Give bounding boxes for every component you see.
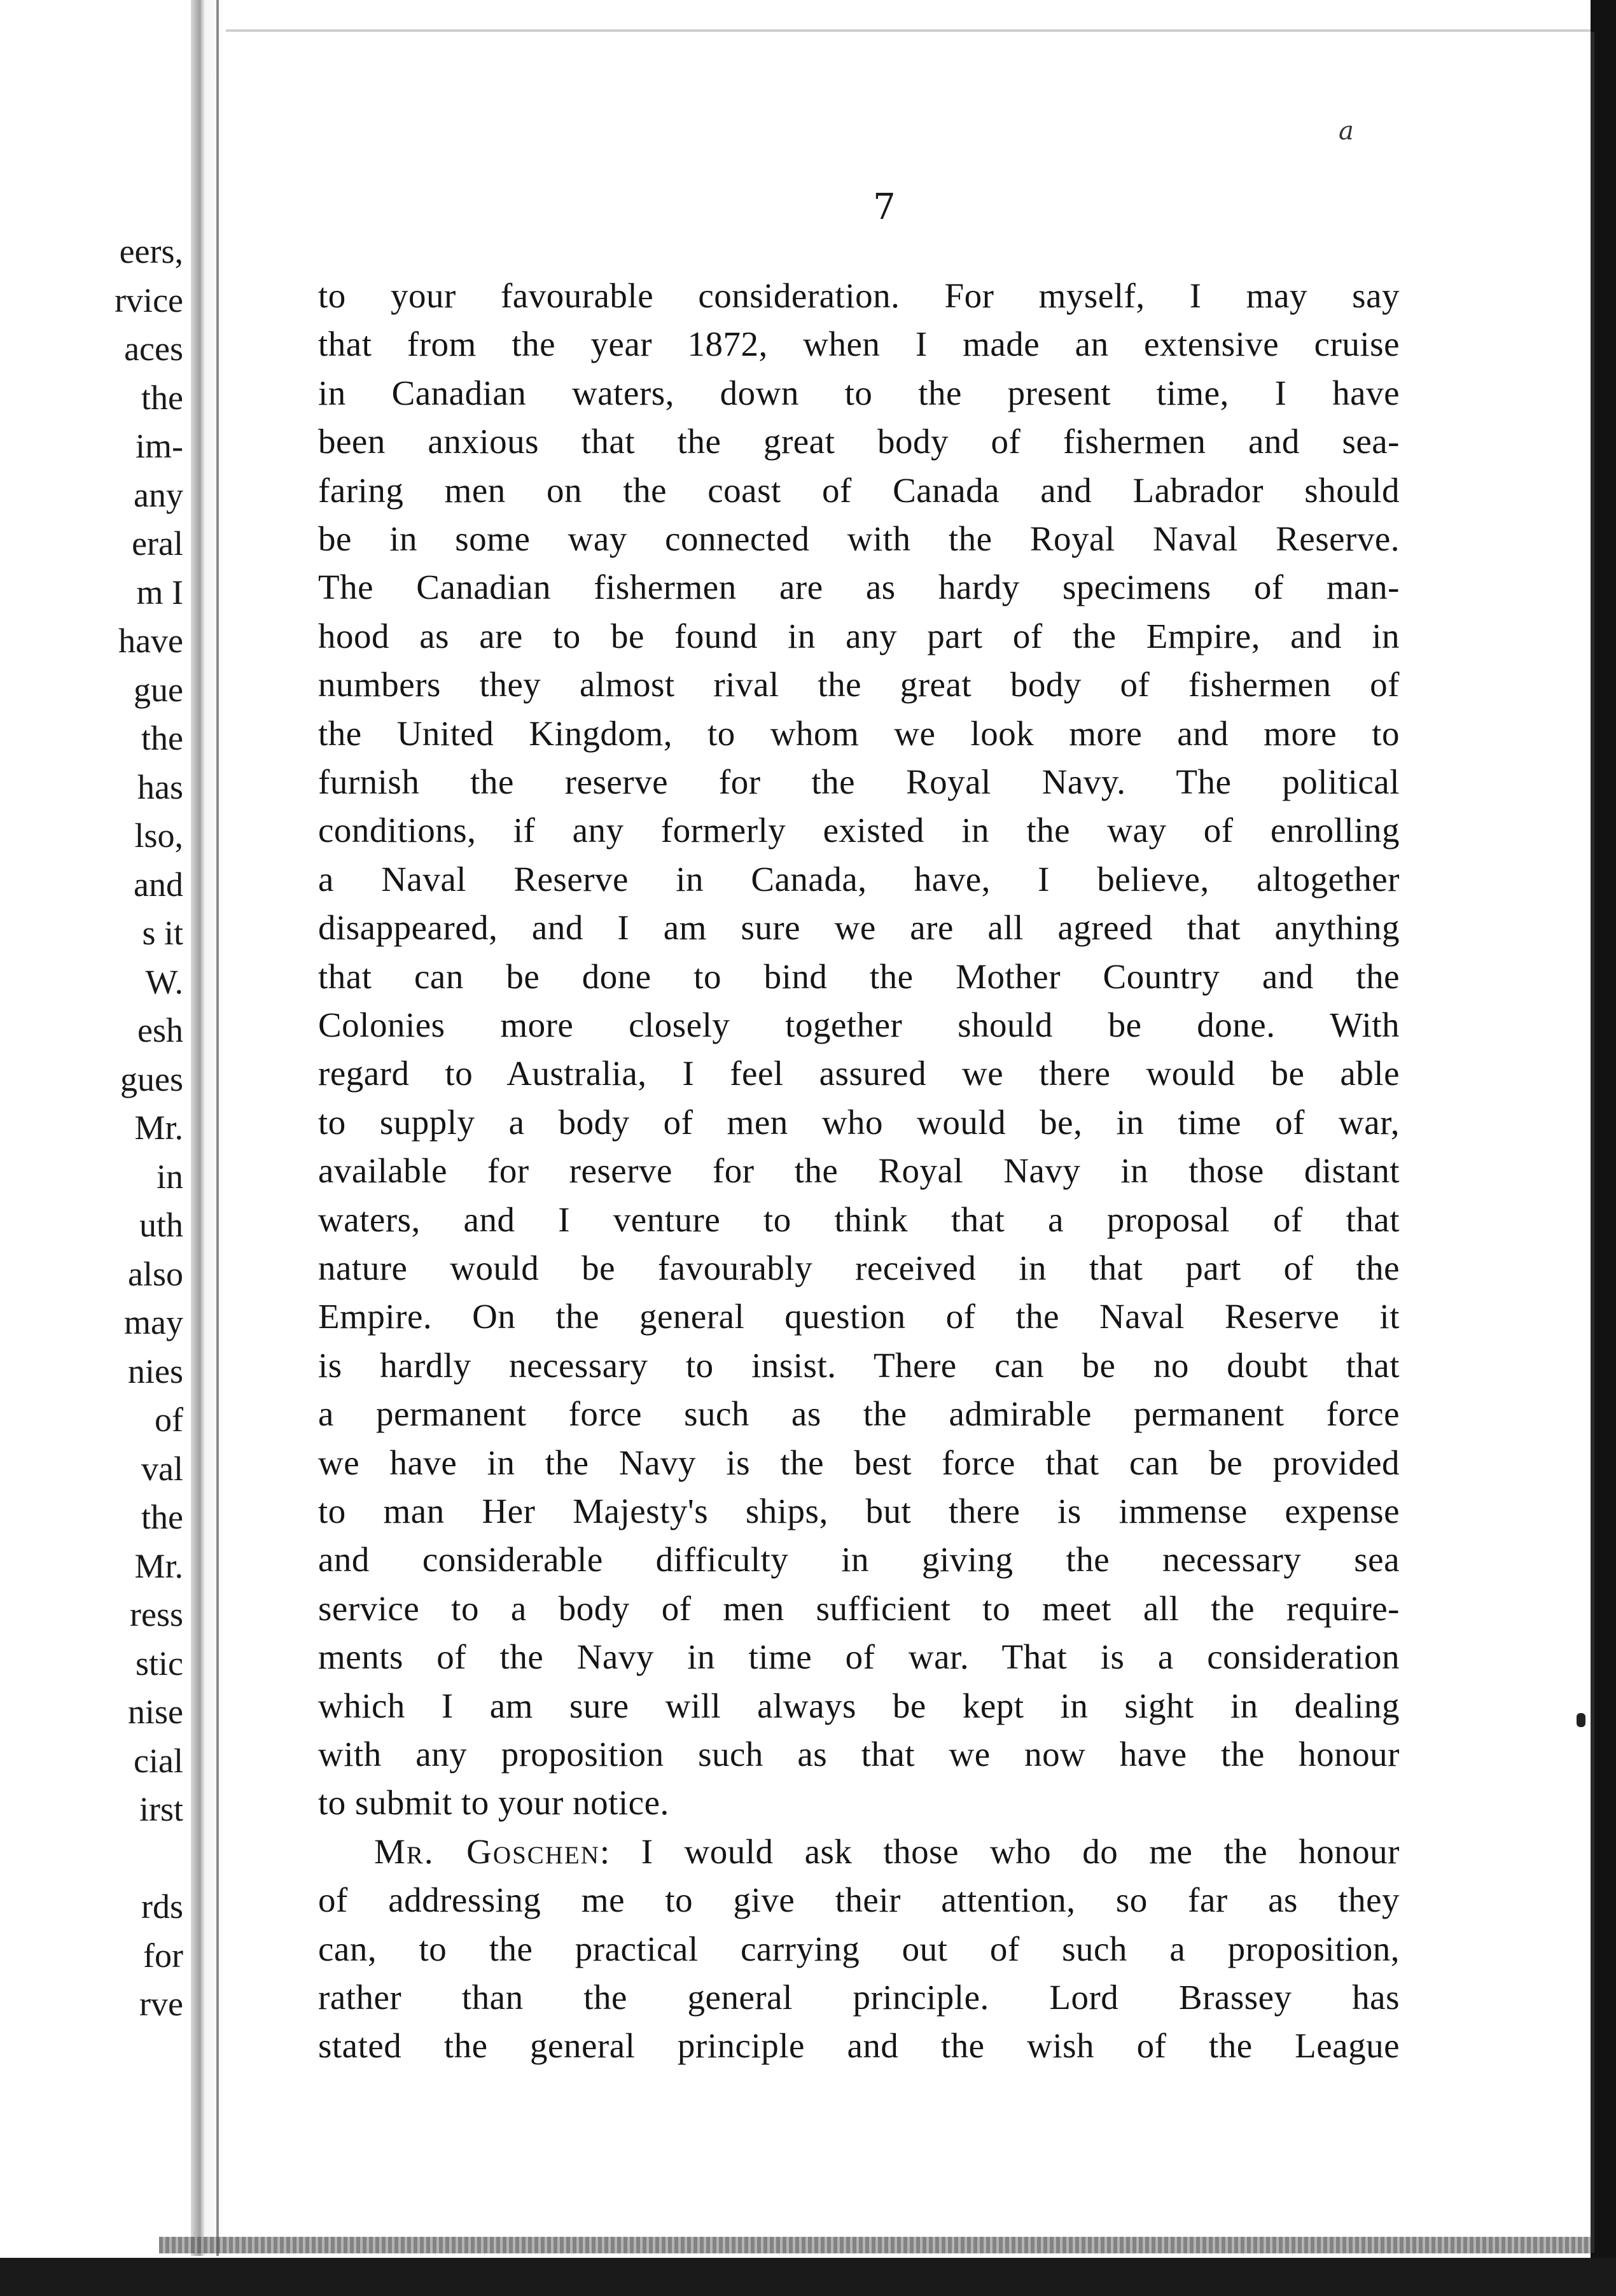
body-line: to man Her Majesty's ships, but there is immense expense: [318, 1492, 1400, 1530]
body-line: to your favourable consideration. For myself, I may say: [318, 276, 1400, 315]
body-line: that can be done to bind the Mother Country and the: [318, 956, 1400, 996]
scanner-background-bottom: [0, 2258, 1616, 2296]
facing-page-line: im-: [136, 427, 183, 465]
speaker-line: [318, 1830, 1400, 1874]
gutter-line: [216, 0, 219, 2256]
facing-page-line: have: [118, 622, 183, 660]
speaker-first-line: I would ask those who do me the honour: [641, 1831, 1400, 1871]
facing-page-line: gues: [120, 1060, 183, 1098]
body-line: and considerable difficulty in giving the necessary sea: [318, 1540, 1400, 1579]
facing-page-line: ress: [130, 1595, 183, 1634]
body-line: Colonies more closely together should be done. With: [318, 1005, 1400, 1044]
facing-page-line: in: [156, 1157, 183, 1196]
facing-page-line: the: [141, 719, 183, 757]
facing-page-line: eers,: [119, 232, 183, 270]
body-line: which I am sure will always be kept in sight in dealing: [318, 1686, 1400, 1725]
body-line: be in some way connected with the Royal Naval Reserve.: [318, 519, 1400, 558]
body-line: the United Kingdom, to whom we look more and more to: [318, 713, 1400, 753]
body-line: The Canadian fishermen are as hardy specimens of man-: [318, 568, 1400, 607]
speaker-separator: :: [599, 1831, 610, 1871]
facing-page-line: nise: [128, 1693, 183, 1731]
facing-page-line: and: [134, 865, 183, 904]
facing-page-line: eral: [132, 524, 183, 563]
scanner-background-right: [1591, 0, 1616, 2296]
corner-mark: a: [1339, 116, 1354, 146]
body-line: with any proposition such as that we now have the honour: [318, 1735, 1400, 1774]
body-line: we have in the Navy is the best force that can be provided: [318, 1443, 1400, 1482]
facing-page-line: nies: [128, 1352, 183, 1390]
page-top-edge: [226, 29, 1591, 32]
body-line: is hardly necessary to insist. There can be no doubt that: [318, 1345, 1400, 1385]
body-line: numbers they almost rival the great body of fishermen of: [318, 665, 1400, 704]
body-line: a permanent force such as the admirable permanent force: [318, 1394, 1400, 1434]
facing-page-line: gue: [134, 670, 183, 709]
body-line: that from the year 1872, when I made an extensive cruise: [318, 325, 1400, 364]
body-line: to submit to your notice.: [318, 1783, 669, 1823]
facing-page-line: the: [141, 1498, 183, 1536]
facing-page-line: of: [155, 1401, 183, 1439]
facing-page-line: W.: [145, 962, 183, 1001]
body-line: can, to the practical carrying out of such a proposition,: [318, 1929, 1400, 1968]
facing-page-line: stic: [136, 1644, 183, 1683]
facing-page-line: lso,: [134, 816, 183, 855]
body-line: nature would be favourably received in that part of the: [318, 1249, 1400, 1287]
facing-page-line: irst: [139, 1790, 183, 1828]
facing-page-line: m I: [136, 573, 183, 612]
facing-page-line: aces: [124, 330, 183, 368]
body-line: in Canadian waters, down to the present time, I have: [318, 373, 1400, 412]
facing-page-line: the: [141, 378, 183, 417]
facing-page-line: any: [134, 475, 183, 514]
body-line: to supply a body of men who would be, in time of war,: [318, 1102, 1400, 1142]
body-line: available for reserve for the Royal Navy in those distant: [318, 1151, 1400, 1191]
body-line: regard to Australia, I feel assured we there would be able: [318, 1054, 1400, 1093]
body-line: service to a body of men sufficient to meet all the require-: [318, 1588, 1400, 1628]
margin-speck: [1577, 1713, 1585, 1727]
speaker-name: Mr. Goschen: [374, 1831, 600, 1871]
body-line: been anxious that the great body of fishermen and sea-: [318, 422, 1400, 461]
facing-page-line: for: [143, 1936, 183, 1975]
body-line: waters, and I venture to think that a proposal of that: [318, 1200, 1400, 1239]
facing-page-line: cial: [134, 1741, 183, 1780]
facing-page-line: Mr.: [134, 1109, 183, 1147]
facing-page-line: uth: [139, 1206, 183, 1244]
facing-page-line: esh: [137, 1011, 183, 1049]
facing-page-line: Mr.: [134, 1546, 183, 1585]
page-bottom-band: [159, 2237, 1591, 2253]
page-number: 7: [873, 186, 896, 228]
facing-page-line: rds: [141, 1887, 183, 1926]
body-line: Empire. On the general question of the Naval Reserve it: [318, 1297, 1400, 1336]
body-line: disappeared, and I am sure we are all agreed that anything: [318, 908, 1400, 948]
body-line: ments of the Navy in time of war. That is a consideration: [318, 1637, 1400, 1677]
facing-page-line: also: [128, 1254, 183, 1293]
book-gutter: [191, 0, 226, 2256]
facing-page-line: may: [124, 1303, 183, 1341]
body-line: rather than the general principle. Lord Brassey has: [318, 1978, 1400, 2017]
facing-page-line: has: [137, 767, 183, 806]
body-line: of addressing me to give their attention, so far as they: [318, 1880, 1400, 1920]
facing-page-line: s it: [142, 914, 183, 952]
body-line: furnish the reserve for the Royal Navy. The political: [318, 762, 1400, 801]
body-line: stated the general principle and the wish of the League: [318, 2026, 1400, 2066]
body-line: hood as are to be found in any part of the Empire, and in: [318, 616, 1400, 655]
facing-page-line: val: [141, 1449, 183, 1488]
facing-page-line: rve: [139, 1985, 183, 2023]
facing-page-fragment: [0, 0, 191, 2256]
body-line: conditions, if any formerly existed in the way of enrolling: [318, 811, 1400, 850]
facing-page-line: rvice: [115, 281, 183, 319]
body-line: faring men on the coast of Canada and Labrador should: [318, 470, 1400, 510]
body-line: a Naval Reserve in Canada, have, I believe, altogether: [318, 859, 1400, 899]
